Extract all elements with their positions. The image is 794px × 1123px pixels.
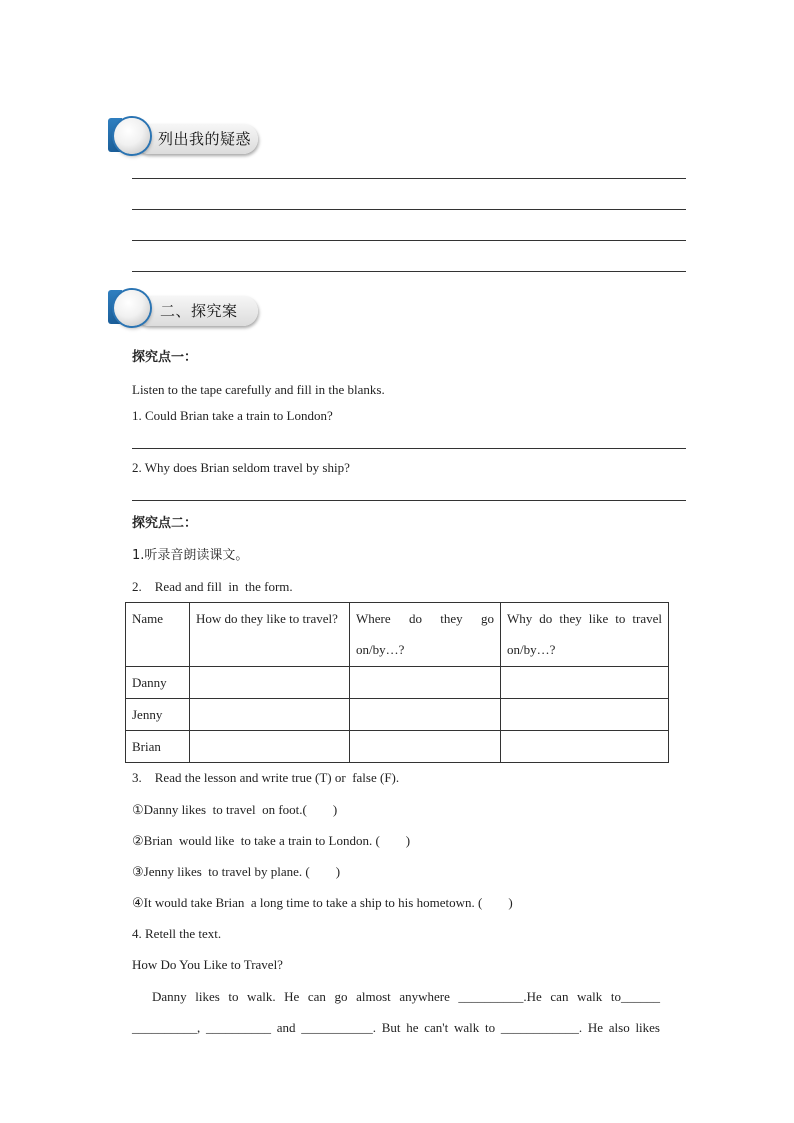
true-false-item: ①Danny likes to travel on foot.( ) [132, 802, 338, 817]
true-false-item: ④It would take Brian a long time to take a ship to his hometown. ( ) [132, 895, 513, 910]
section-title: 二、探究案 [160, 302, 238, 320]
step-3: 3. Read the lesson and write true (T) or false (F). [132, 770, 400, 785]
step-2: 2. Read and fill in the form. [132, 579, 293, 594]
table-cell-input[interactable] [501, 731, 669, 763]
true-false-item: ②Brian would like to take a train to London. ( ) [132, 833, 411, 848]
section-bullet-icon [114, 118, 150, 154]
writing-line [132, 271, 686, 272]
step-4: 4. Retell the text. [132, 926, 222, 941]
answer-line [132, 448, 686, 449]
retell-paragraph-line: Danny likes to walk. He can go almost anywhere __________.He can walk to______ [152, 989, 660, 1004]
answer-line [132, 500, 686, 501]
table-cell-input[interactable] [350, 667, 501, 699]
retell-paragraph-line: __________, __________ and ___________. But he can't walk to ____________. He also likes [132, 1020, 660, 1035]
table-header-cell: Where do they go on/by…? [350, 603, 501, 667]
section-header-doubts [108, 116, 268, 160]
section-bullet-icon [114, 290, 150, 326]
section-title: 列出我的疑惑 [158, 130, 252, 148]
story-title: How Do You Like to Travel? [132, 957, 283, 972]
table-cell-name: Danny [126, 667, 190, 699]
table-cell-input[interactable] [190, 731, 350, 763]
step-1: 1.听录音朗读课文。 [132, 548, 249, 563]
table-header-cell: Why do they like to travel on/by…? [501, 603, 669, 667]
question-1: 1. Could Brian take a train to London? [132, 408, 333, 423]
table-cell-input[interactable] [501, 699, 669, 731]
travel-form-table [125, 602, 669, 763]
point1-instruction: Listen to the tape carefully and fill in the blanks. [132, 382, 385, 397]
section-header-explore [108, 288, 268, 332]
table-row [126, 699, 669, 731]
table-cell-input[interactable] [501, 667, 669, 699]
point1-heading: 探究点一： [132, 350, 198, 365]
table-header-cell: Name [126, 603, 190, 667]
table-cell-input[interactable] [350, 699, 501, 731]
table-header-row [126, 603, 669, 667]
table-header-cell: How do they like to travel? [190, 603, 350, 667]
table-row [126, 731, 669, 763]
question-2: 2. Why does Brian seldom travel by ship? [132, 460, 350, 475]
table-row [126, 667, 669, 699]
table-cell-name: Brian [126, 731, 190, 763]
point2-heading: 探究点二： [132, 516, 198, 531]
table-cell-name: Jenny [126, 699, 190, 731]
writing-line [132, 178, 686, 179]
table-cell-input[interactable] [190, 667, 350, 699]
table-cell-input[interactable] [190, 699, 350, 731]
writing-line [132, 240, 686, 241]
true-false-item: ③Jenny likes to travel by plane. ( ) [132, 864, 341, 879]
writing-line [132, 209, 686, 210]
table-cell-input[interactable] [350, 731, 501, 763]
